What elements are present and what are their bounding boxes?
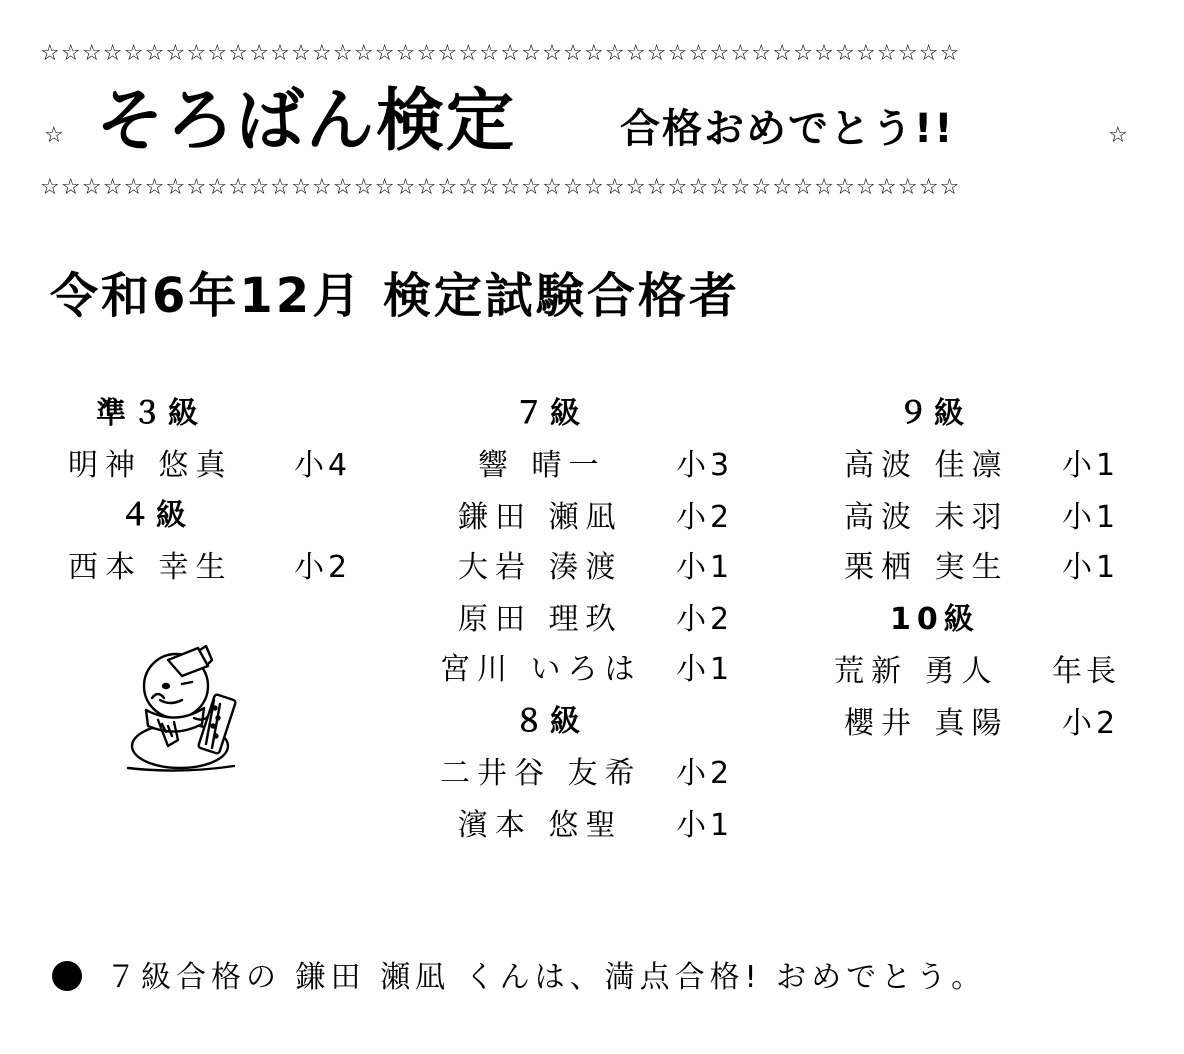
member-name: 栗栖 実生 [844, 550, 1009, 585]
grade-heading: ８級 [514, 704, 586, 739]
grade-heading: ７級 [514, 396, 586, 431]
grade-heading: ４級 [120, 498, 192, 533]
member-school: 小2 [1062, 706, 1120, 741]
banner-star-border-bottom: ☆☆☆☆☆☆☆☆☆☆☆☆☆☆☆☆☆☆☆☆☆☆☆☆☆☆☆☆☆☆☆☆☆☆☆☆☆☆☆☆☆☆☆☆ [40, 176, 961, 200]
list-item [458, 498, 734, 538]
star-icon-right: ☆ [1108, 123, 1128, 148]
grade-heading: 準３級 [96, 396, 204, 431]
member-name: 響 晴一 [478, 448, 606, 483]
member-school: 小1 [1062, 500, 1120, 535]
member-name: 西本 幸生 [68, 550, 233, 585]
list-item [440, 754, 734, 794]
note-text: ７級合格の 鎌田 瀬凪 くんは、満点合格! おめでとう。 [106, 960, 987, 995]
list-item [440, 650, 734, 690]
banner-title: そろばん検定 [96, 82, 517, 161]
page-heading: 令和6年12月 検定試験合格者 [50, 268, 740, 324]
member-school: 小2 [676, 756, 734, 791]
member-school: 小2 [294, 550, 352, 585]
member-school: 小2 [676, 500, 734, 535]
member-school: 小1 [1062, 448, 1120, 483]
list-item [68, 446, 352, 486]
list-item [844, 704, 1120, 744]
banner-star-border-top: ☆☆☆☆☆☆☆☆☆☆☆☆☆☆☆☆☆☆☆☆☆☆☆☆☆☆☆☆☆☆☆☆☆☆☆☆☆☆☆☆☆☆☆☆ [40, 42, 961, 66]
member-name: 荒新 勇人 [834, 654, 999, 689]
member-school: 小4 [294, 448, 352, 483]
bullet-icon [52, 961, 82, 991]
list-item [458, 548, 734, 588]
member-school: 小2 [676, 602, 734, 637]
member-name: 高波 佳凛 [844, 448, 1009, 483]
list-item [478, 446, 734, 486]
list-item [834, 652, 1120, 692]
member-school: 小1 [676, 652, 734, 687]
member-name: 宮川 いろは [440, 652, 642, 687]
member-school: 小1 [676, 550, 734, 585]
member-name: 大岩 湊渡 [458, 550, 623, 585]
banner-subtitle: 合格おめでとう!! [620, 106, 955, 152]
member-name: 高波 未羽 [844, 500, 1009, 535]
member-name: 明神 悠真 [68, 448, 233, 483]
list-item [844, 548, 1120, 588]
star-icon-left: ☆ [44, 123, 64, 148]
member-school: 小1 [676, 808, 734, 843]
list-item [458, 806, 734, 846]
list-item [68, 548, 352, 588]
grade-heading: ９級 [898, 396, 970, 431]
member-name: 櫻井 真陽 [844, 706, 1009, 741]
member-school: 年長 [1052, 654, 1120, 689]
list-item [458, 600, 734, 640]
member-name: 二井谷 友希 [440, 756, 642, 791]
congratulations-note [52, 958, 986, 998]
list-item [844, 498, 1120, 538]
member-school: 小3 [676, 448, 734, 483]
snowman-with-abacus-icon [124, 640, 254, 776]
member-school: 小1 [1062, 550, 1120, 585]
member-name: 原田 理玖 [458, 602, 623, 637]
member-name: 鎌田 瀬凪 [458, 500, 623, 535]
member-name: 濱本 悠聖 [458, 808, 623, 843]
list-item [844, 446, 1120, 486]
grade-heading: 10級 [890, 602, 980, 637]
